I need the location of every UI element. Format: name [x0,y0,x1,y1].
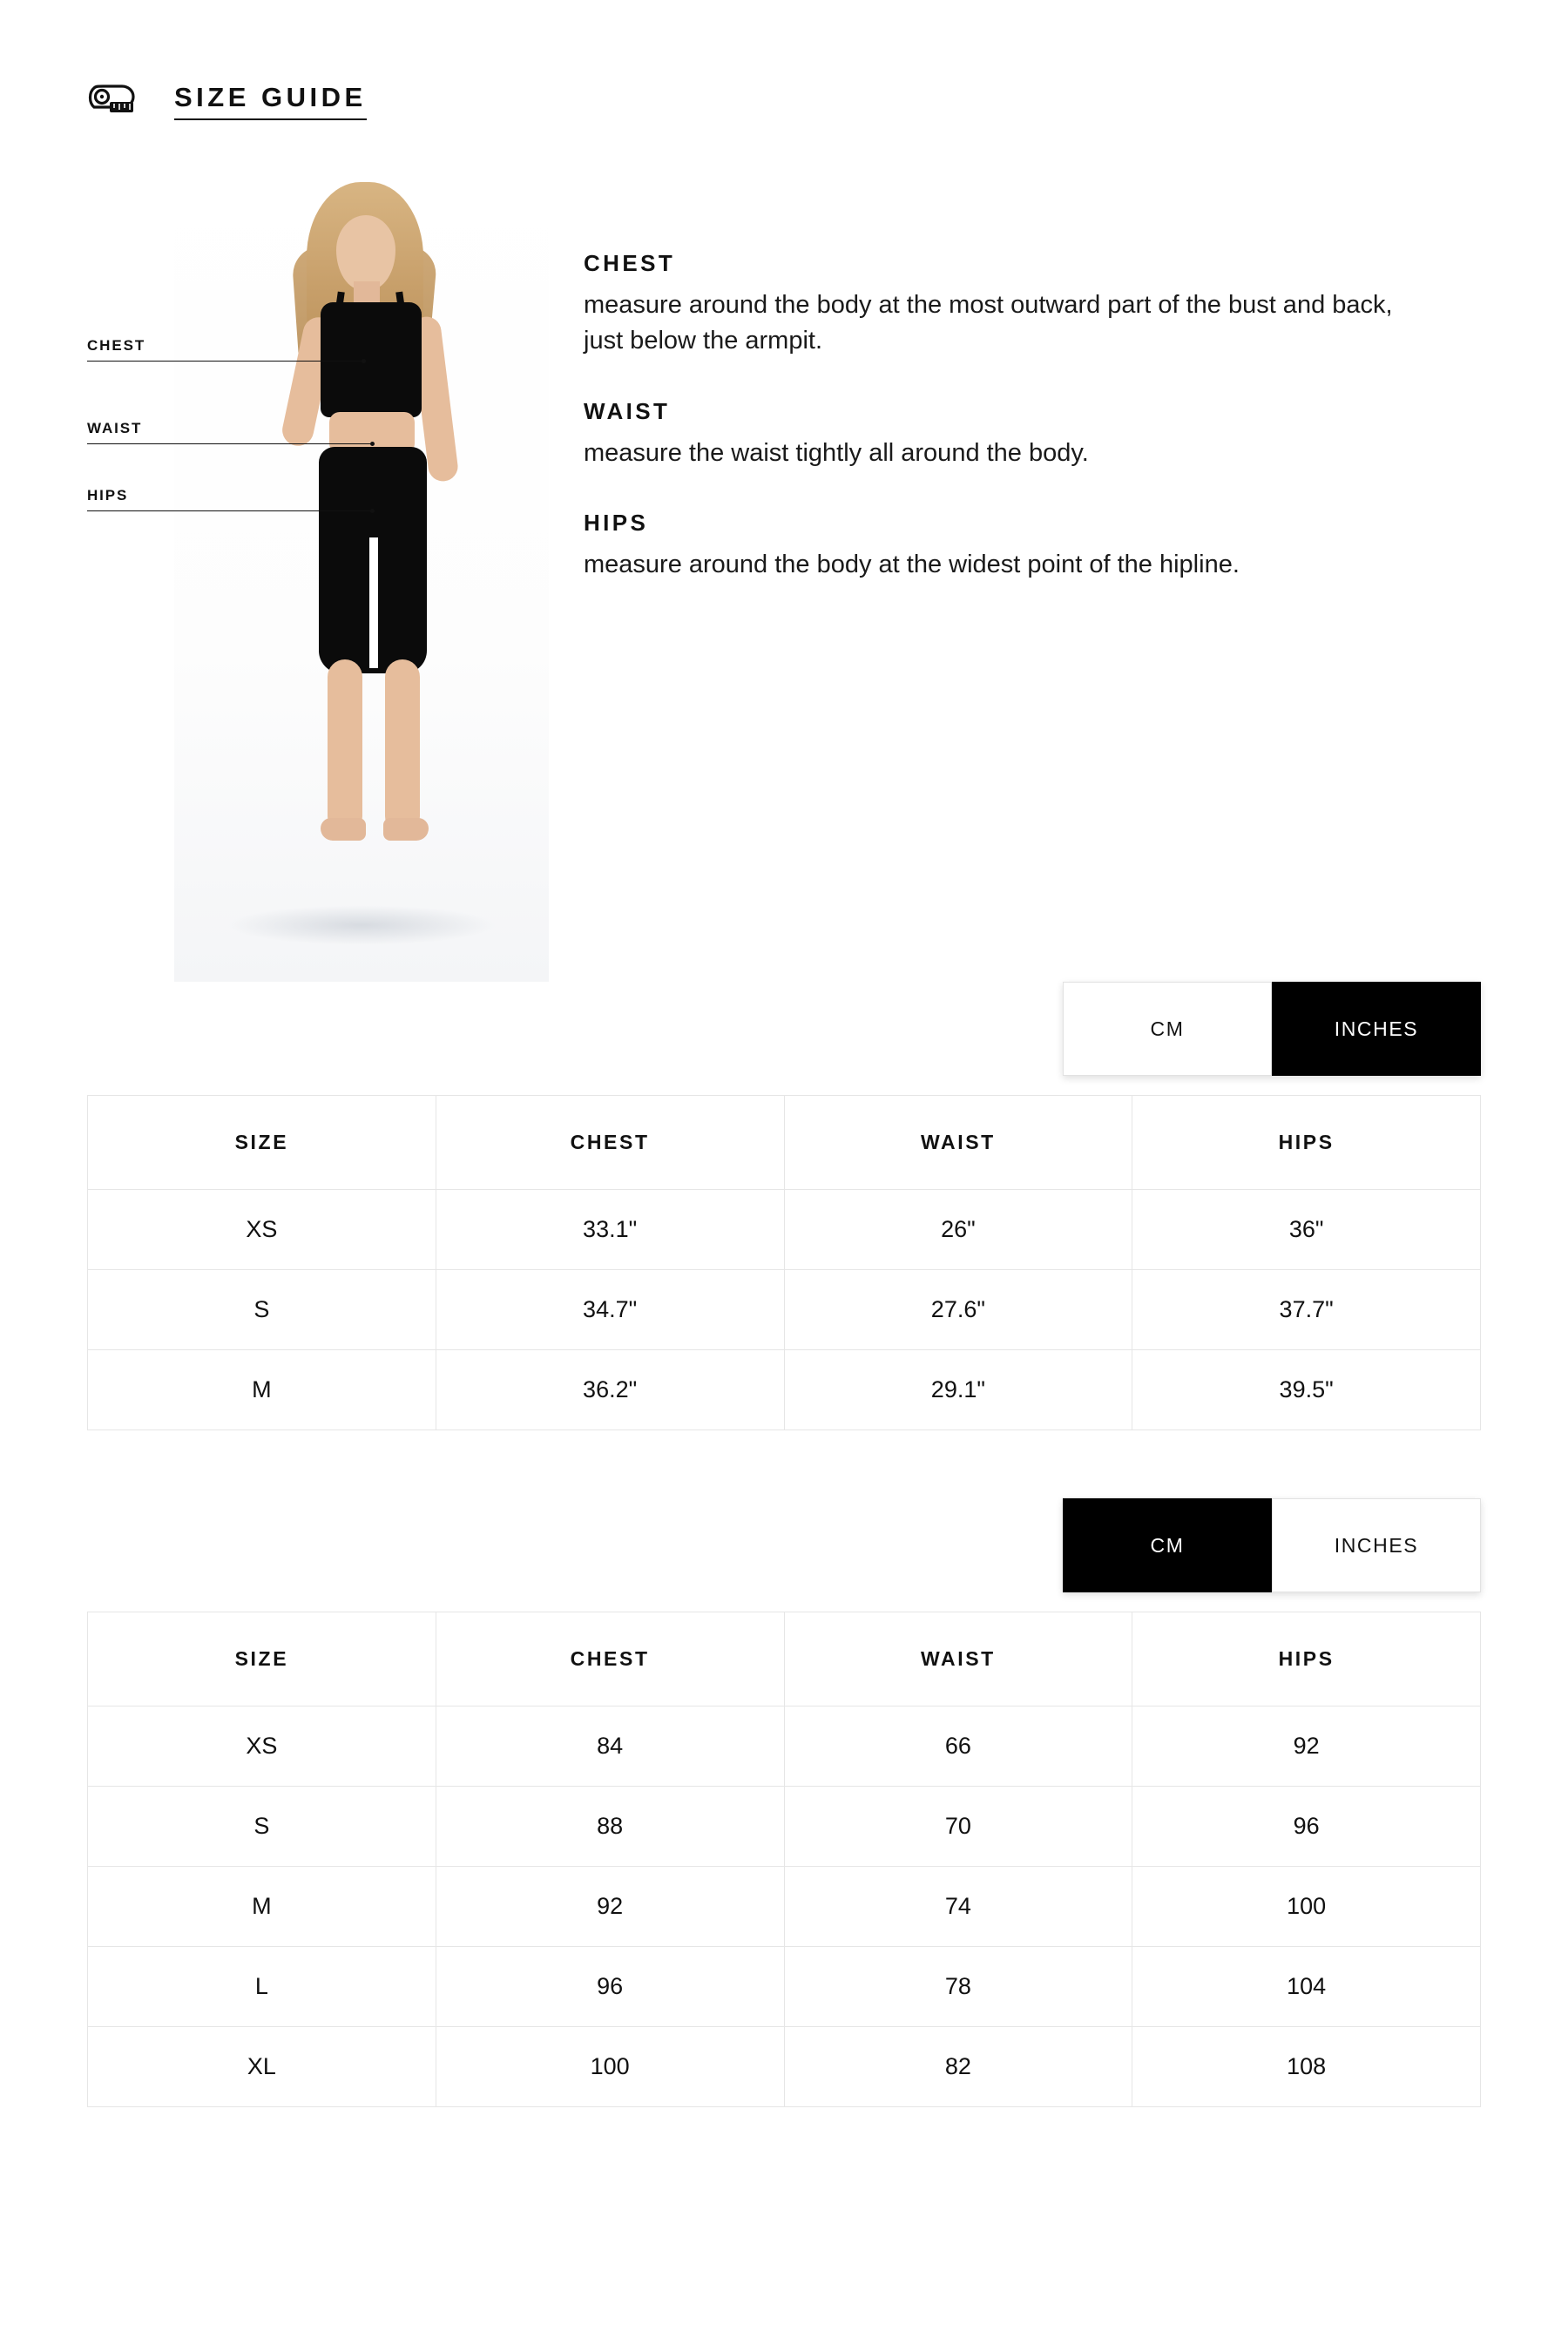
size-table-cm-wrap [0,1612,1568,2107]
size-table-inches [87,1095,1481,1430]
cell-waist: 27.6" [784,1270,1132,1350]
cell-hips: 37.7" [1132,1270,1481,1350]
instruction-chest-text: measure around the body at the most outward part of the bust and back, just below the armpit. [584,291,1393,355]
col-size: SIZE [88,1612,436,1707]
table-row [88,1270,1481,1350]
cell-size: M [88,1350,436,1430]
cell-chest: 96 [436,1947,784,2027]
cell-waist: 66 [784,1707,1132,1787]
cell-chest: 34.7" [436,1270,784,1350]
col-hips: HIPS [1132,1612,1481,1707]
cell-hips: 36" [1132,1190,1481,1270]
callout-chest [87,337,366,362]
measurement-guide-section [0,163,1568,982]
cell-size: XS [88,1190,436,1270]
instruction-hips-text: measure around the body at the widest point of the hipline. [584,551,1240,579]
col-hips: HIPS [1132,1096,1481,1190]
table-row [88,1787,1481,1867]
table-row [88,1350,1481,1430]
model-photo [174,163,549,982]
page-title: SIZE GUIDE [174,84,367,120]
unit-toggle-row-inches [0,982,1568,1076]
cell-size: L [88,1947,436,2027]
callout-hips-dot [370,509,375,513]
cell-size: S [88,1787,436,1867]
instruction-chest [584,250,1455,360]
table-row [88,1947,1481,2027]
instruction-waist-text: measure the waist tightly all around the body. [584,438,1089,467]
cell-size: M [88,1867,436,1947]
size-table-inches-wrap [0,1095,1568,1430]
cell-chest: 33.1" [436,1190,784,1270]
col-waist: WAIST [784,1612,1132,1707]
instruction-hips [584,510,1455,583]
cell-size: XL [88,2027,436,2107]
instruction-waist-title: WAIST [584,397,671,424]
callout-chest-label: CHEST [87,337,145,362]
unit-toggle-1[interactable] [1063,982,1481,1076]
instruction-chest-title: CHEST [584,250,676,276]
unit-toggle-1-cm[interactable]: CM [1063,982,1272,1076]
col-chest: CHEST [436,1096,784,1190]
table-row [88,1707,1481,1787]
cell-waist: 78 [784,1947,1132,2027]
instruction-hips-title: HIPS [584,510,649,537]
table-row [88,2027,1481,2107]
callout-waist-dot [370,442,375,446]
unit-toggle-2-cm[interactable]: CM [1063,1498,1272,1592]
callout-hips [87,487,375,511]
page-header [0,0,1568,121]
cell-waist: 26" [784,1190,1132,1270]
instructions-list [584,163,1455,982]
cell-size: S [88,1270,436,1350]
cell-hips: 96 [1132,1787,1481,1867]
measuring-tape-icon [87,83,138,121]
callout-waist [87,420,375,444]
callout-waist-line [142,443,370,445]
unit-toggle-1-inches[interactable]: INCHES [1272,982,1481,1076]
cell-chest: 100 [436,2027,784,2107]
callout-waist-label: WAIST [87,420,142,444]
cell-waist: 29.1" [784,1350,1132,1430]
cell-hips: 100 [1132,1867,1481,1947]
cell-waist: 82 [784,2027,1132,2107]
unit-toggle-row-cm [0,1498,1568,1592]
cell-waist: 74 [784,1867,1132,1947]
cell-hips: 39.5" [1132,1350,1481,1430]
callout-hips-line [128,510,370,512]
cell-hips: 108 [1132,2027,1481,2107]
callout-chest-line [145,361,362,362]
table-row [88,1190,1481,1270]
table-header-row [88,1612,1481,1707]
unit-toggle-2-inches[interactable]: INCHES [1272,1498,1481,1592]
cell-waist: 70 [784,1787,1132,1867]
col-waist: WAIST [784,1096,1132,1190]
cell-chest: 84 [436,1707,784,1787]
table-header-row [88,1096,1481,1190]
cell-chest: 36.2" [436,1350,784,1430]
callout-chest-dot [362,359,366,363]
cell-chest: 88 [436,1787,784,1867]
unit-toggle-2[interactable] [1063,1498,1481,1592]
model-figure [87,163,549,982]
table-row [88,1867,1481,1947]
cell-size: XS [88,1707,436,1787]
cell-hips: 104 [1132,1947,1481,2027]
col-chest: CHEST [436,1612,784,1707]
instruction-waist [584,398,1455,471]
cell-hips: 92 [1132,1707,1481,1787]
size-table-cm [87,1612,1481,2107]
cell-chest: 92 [436,1867,784,1947]
callout-hips-label: HIPS [87,487,128,511]
col-size: SIZE [88,1096,436,1190]
